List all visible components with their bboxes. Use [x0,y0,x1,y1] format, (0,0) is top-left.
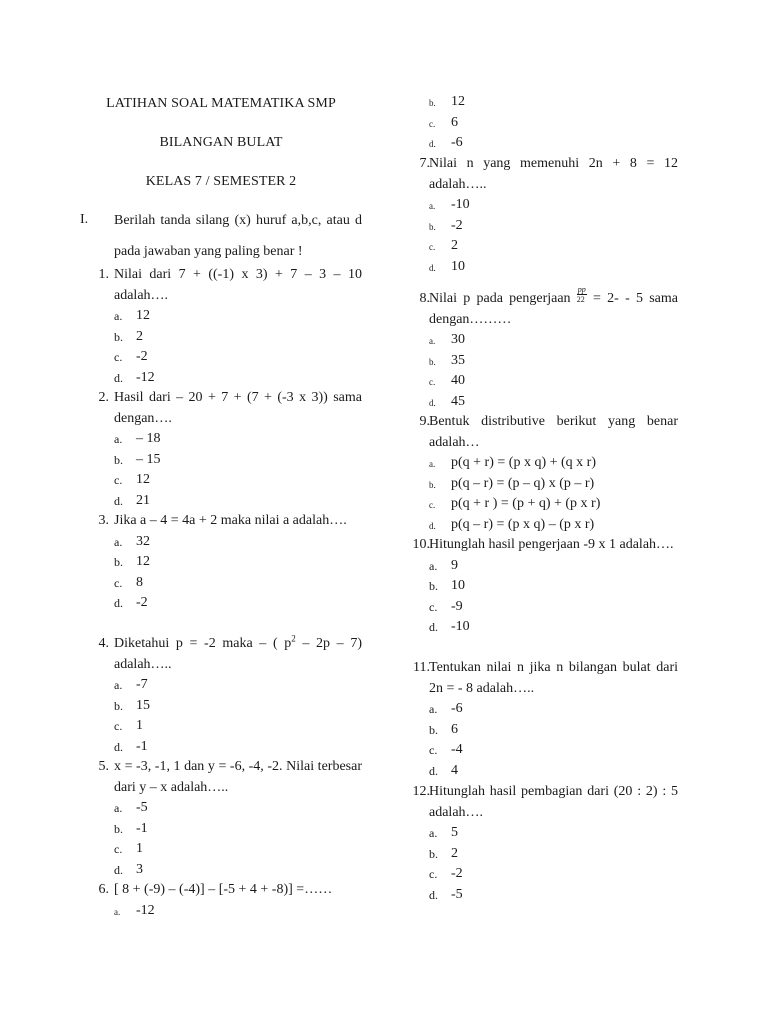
option-d[interactable]: d. -10 [429,619,470,634]
option-a[interactable]: a. -7 [114,677,148,692]
option-b[interactable]: b. p(q – r) = (p – q) x (p – r) [429,475,595,491]
question-2 [80,388,362,511]
question-8 [405,285,678,412]
options [114,429,362,511]
question-11 [405,658,678,781]
option-d[interactable]: d. -2 [114,595,148,610]
option-c[interactable]: c. 1 [114,718,143,733]
options [429,330,678,412]
question-text: Hitunglah hasil pengerjaan -9 x 1 adalah…. [429,537,674,552]
option-a[interactable]: a. p(q + r) = (p x q) + (q x r) [429,455,596,470]
question-text: Tentukan nilai n jika n bilangan bulat dari 2n = - 8 adalah….. [429,660,678,696]
question-number: 1. [98,267,109,282]
option-a[interactable]: a. – 18 [114,431,161,446]
option-c[interactable]: c. 12 [114,472,150,487]
option-a[interactable]: a. -10 [429,197,470,212]
option-a[interactable]: a. 9 [429,557,458,573]
option-d[interactable]: d. 10 [429,258,465,274]
question-1 [80,265,362,388]
option-a[interactable]: a. 5 [429,825,458,840]
question-text: Hitunglah hasil pembagian dari (20 : 2) : 5 adalah…. [429,784,678,820]
option-c[interactable]: c. -2 [429,866,463,881]
option-b[interactable]: b. 6 [429,721,458,737]
question-10 [405,535,678,638]
option-b[interactable]: b. 2 [114,328,143,344]
question-12 [405,782,678,905]
worksheet-title: LATIHAN SOAL MATEMATIKA SMP [106,96,336,111]
question-text: Hasil dari – 20 + 7 + (7 + (-3 x 3)) sama dengan…. [114,390,362,426]
option-d[interactable]: d. 4 [429,762,458,778]
option-c[interactable]: c. -9 [429,598,463,614]
section-number: I. [80,212,89,227]
question-number: 11. [413,660,430,675]
options [114,675,362,757]
option-b[interactable]: b. -1 [114,820,148,836]
question-text: Bentuk distributive berikut yang benar adalah… [429,414,678,450]
options [114,901,362,922]
question-number: 5. [98,759,109,774]
question-4 [80,634,362,757]
question-text: Diketahui p = -2 maka – ( $p^2 - 2p - 7$) adalah….. [114,633,362,672]
option-d[interactable]: d. 21 [114,492,150,508]
option-c[interactable]: c. 6 [429,114,458,130]
option-c[interactable]: c. -2 [114,349,148,364]
options [429,699,678,781]
grade-semester: KELAS 7 / SEMESTER 2 [145,174,297,189]
question-text: Nilai p pada pengerjaan $\frac{pp}{22}$ = 2- - 5 sama dengan……… [429,285,678,327]
worksheet-subtitle: BILANGAN BULAT [159,135,283,150]
option-b[interactable]: b. 12 [429,94,465,109]
question-number: 3. [98,513,109,528]
option-a[interactable]: a. -12 [114,902,155,918]
option-c[interactable]: c. 40 [429,373,465,388]
question-text: Nilai n yang memenuhi 2n + 8 = 12 adalah….. [429,156,678,192]
question-number: 8. [419,291,430,306]
option-a[interactable]: a. 12 [114,308,150,323]
option-d[interactable]: d. -6 [429,135,463,150]
question-number: 12. [412,784,430,799]
option-a[interactable]: a. 30 [429,332,465,347]
question-6 [80,880,362,921]
option-b[interactable]: b. 2 [429,845,458,861]
option-c[interactable]: c. 1 [114,841,143,856]
option-d[interactable]: d. p(q – r) = (p x q) – (p x r) [429,516,595,532]
question-text: [ 8 + (-9) – (-4)] – [-5 + 4 + -8)] =…… [114,882,333,897]
option-c[interactable]: c. p(q + r ) = (p + q) + (p x r) [429,496,601,511]
options [114,798,362,880]
question-number: 7. [419,156,430,171]
option-d[interactable]: d. 45 [429,393,465,409]
option-a[interactable]: a. 32 [114,533,150,549]
options [429,823,678,905]
question-7 [405,154,678,277]
question-text: Nilai dari 7 + ((-1) x 3) + 7 – 3 – 10 adalah…. [114,267,362,303]
option-c[interactable]: c. -4 [429,742,463,757]
option-b[interactable]: b. 35 [429,352,465,368]
option-a[interactable]: a. -6 [429,701,463,716]
options [429,453,678,535]
question-number: 2. [98,390,109,405]
option-b[interactable]: b. 10 [429,578,465,593]
option-c[interactable]: c. 8 [114,574,143,590]
question-6-continued [405,92,678,154]
option-d[interactable]: d. 3 [114,861,143,877]
question-number: 9. [419,414,430,429]
question-3 [80,511,362,614]
options [114,306,362,388]
options [429,92,678,154]
options [429,556,678,638]
option-b[interactable]: b. 15 [114,697,150,713]
option-b[interactable]: b. -2 [429,217,463,233]
question-number: 4. [98,636,109,651]
option-d[interactable]: d. -1 [114,738,148,754]
option-b[interactable]: b. 12 [114,554,150,569]
option-d[interactable]: d. -12 [114,369,155,385]
question-5 [80,757,362,880]
option-a[interactable]: a. -5 [114,800,148,815]
question-text: Jika a – 4 = 4a + 2 maka nilai a adalah…. [114,513,347,528]
question-number: 6. [98,882,109,897]
options [429,195,678,277]
option-c[interactable]: c. 2 [429,238,458,253]
option-d[interactable]: d. -5 [429,886,463,902]
options [114,532,362,614]
question-text: x = -3, -1, 1 dan y = -6, -4, -2. Nilai terbesar dari y – x adalah….. [114,759,362,795]
option-b[interactable]: b. – 15 [114,451,161,467]
fraction: $\frac{pp}{22}$ [576,285,586,305]
instruction-text: Berilah tanda silang (x) huruf a,b,c, atau d pada jawaban yang paling benar ! [114,213,362,259]
question-9 [405,412,678,535]
question-number: 10. [412,537,430,552]
